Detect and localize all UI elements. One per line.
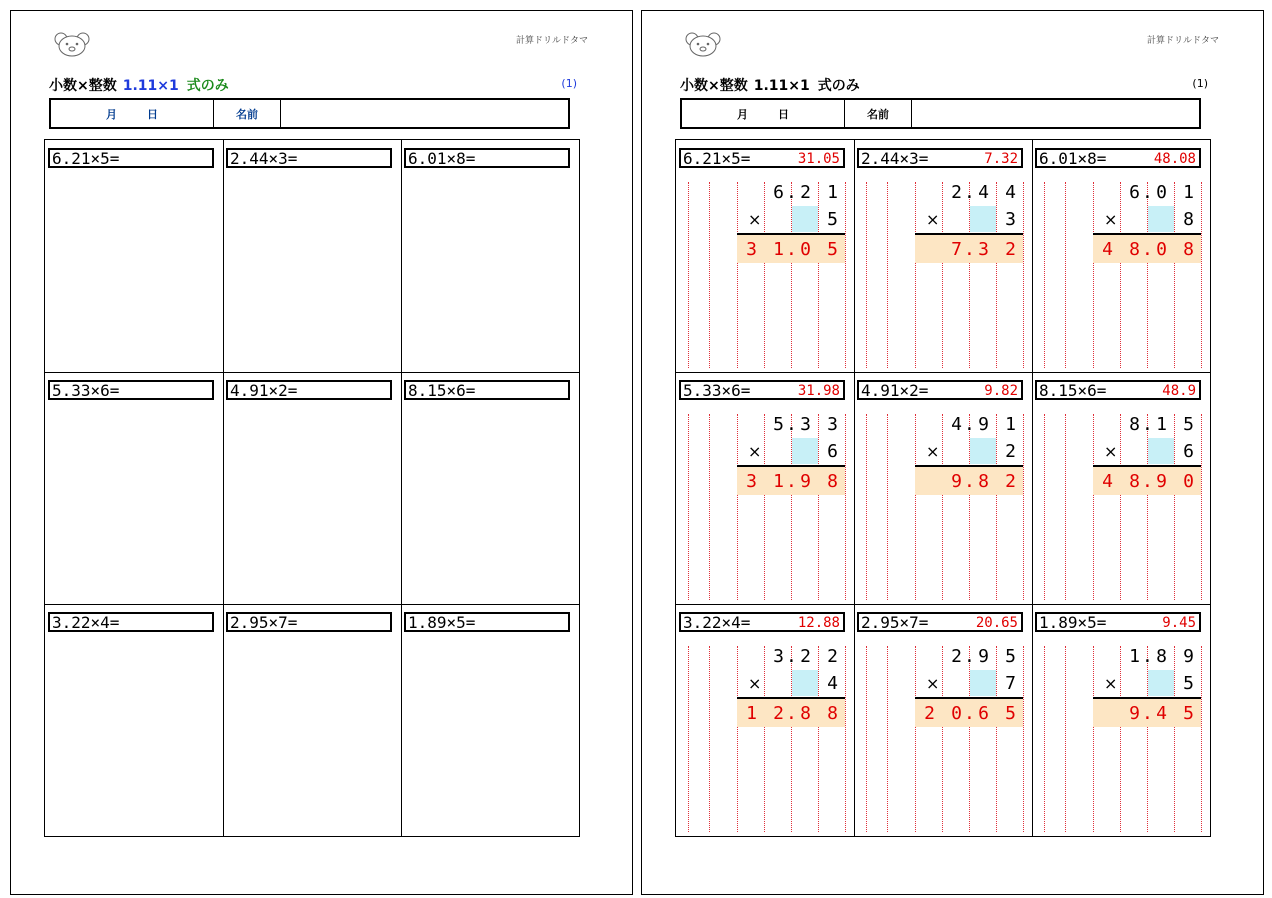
- multiplication-rule: [915, 465, 1023, 467]
- expression-box: [48, 380, 214, 400]
- column-guide-line: [915, 414, 916, 600]
- multiplier-tens-shade: [970, 206, 996, 232]
- column-guide-line: [737, 646, 738, 832]
- column-guide-line: [1120, 182, 1121, 368]
- expression-text: 6.01×8=: [1039, 149, 1107, 168]
- expression-box: [226, 148, 392, 168]
- multiplication-rule: [1093, 233, 1201, 235]
- multiply-sign: ×: [748, 210, 762, 229]
- expression-text: 1.89×5=: [408, 613, 476, 632]
- top-number-digit: 8: [1156, 645, 1167, 667]
- multiply-sign: ×: [748, 674, 762, 693]
- multiplier-digit: 5: [827, 208, 838, 230]
- expression-box: [679, 380, 845, 400]
- month-label: 月: [737, 107, 748, 121]
- problem-cell: [1032, 372, 1210, 604]
- column-guide-line: [1093, 414, 1094, 600]
- expression-box: [1035, 148, 1201, 168]
- multiplier-digit: 7: [1005, 672, 1016, 694]
- problem-cell: [676, 140, 854, 372]
- result-digit: 3: [978, 238, 989, 260]
- problem-cell: [45, 140, 223, 372]
- page-number: (1): [1192, 77, 1208, 90]
- multiplier-digit: 2: [1005, 440, 1016, 462]
- expression-text: 3.22×4=: [683, 613, 751, 632]
- multiplication-rule: [737, 697, 845, 699]
- top-number-digit: 2: [951, 645, 962, 667]
- result-digit: 8: [1183, 238, 1194, 260]
- result-digit: 8: [827, 702, 838, 724]
- expression-text: 2.95×7=: [230, 613, 298, 632]
- top-number-digit: 6: [773, 181, 784, 203]
- top-number-digit: 4: [978, 181, 989, 203]
- result-digit: 3: [746, 470, 757, 492]
- top-number-digit: 1: [1183, 181, 1194, 203]
- top-number-digit: 9: [1183, 645, 1194, 667]
- multiplier-tens-shade: [1148, 670, 1174, 696]
- top-number-decimal-point: .: [1142, 182, 1153, 203]
- top-number-digit: 1: [1005, 413, 1016, 435]
- top-number-digit: 2: [800, 181, 811, 203]
- top-number-decimal-point: .: [1142, 414, 1153, 435]
- column-guide-line: [866, 646, 867, 832]
- top-number-decimal-point: .: [964, 414, 975, 435]
- multiplier-digit: 8: [1183, 208, 1194, 230]
- expression-text: 6.21×5=: [52, 149, 120, 168]
- column-guide-line: [1065, 182, 1066, 368]
- top-number-decimal-point: .: [786, 646, 797, 667]
- result-digit: 1: [773, 470, 784, 492]
- column-guide-line: [866, 414, 867, 600]
- day-label: 日: [778, 107, 789, 121]
- expression-text: 2.44×3=: [230, 149, 298, 168]
- worksheet-page-problems: [10, 10, 633, 895]
- result-digit: 9: [800, 470, 811, 492]
- expression-box: [48, 148, 214, 168]
- day-label: 日: [147, 107, 158, 121]
- expression-box: [404, 612, 570, 632]
- expression-text: 6.21×5=: [683, 149, 751, 168]
- date-field[interactable]: [682, 100, 845, 127]
- title-main: 小数×整数: [49, 78, 117, 94]
- multiply-sign: ×: [1104, 674, 1118, 693]
- expression-box: [679, 612, 845, 632]
- answer-text: 9.45: [1162, 615, 1196, 631]
- result-digit: [916, 469, 943, 493]
- multiply-sign: ×: [926, 674, 940, 693]
- top-number-digit: 5: [1005, 645, 1016, 667]
- problem-cell: [45, 604, 223, 836]
- worksheet-title: [49, 75, 229, 95]
- column-guide-line: [1093, 182, 1094, 368]
- column-guide-line: [1044, 646, 1045, 832]
- result-digit: 8: [1129, 470, 1140, 492]
- result-digit: 6: [978, 702, 989, 724]
- result-digit: 7: [951, 238, 962, 260]
- column-guide-line: [915, 182, 916, 368]
- answer-text: 48.9: [1162, 383, 1196, 399]
- result-digit: 1: [773, 238, 784, 260]
- multiplier-tens-shade: [970, 670, 996, 696]
- result-digit: 2: [924, 702, 935, 724]
- column-guide-line: [709, 414, 710, 600]
- expression-box: [857, 380, 1023, 400]
- column-guide-line: [764, 414, 765, 600]
- worksheet-title: [680, 75, 860, 95]
- top-number-digit: 2: [800, 645, 811, 667]
- multiplication-rule: [1093, 697, 1201, 699]
- expression-box: [404, 148, 570, 168]
- multiplier-tens-shade: [1148, 438, 1174, 464]
- problem-cell: [45, 372, 223, 604]
- column-guide-line: [709, 646, 710, 832]
- problem-cell: [854, 140, 1032, 372]
- top-number-digit: 2: [827, 645, 838, 667]
- column-guide-line: [1044, 182, 1045, 368]
- problem-cell: [1032, 140, 1210, 372]
- problem-cell: [1032, 604, 1210, 836]
- multiplier-digit: 4: [827, 672, 838, 694]
- top-number-digit: 5: [1183, 413, 1194, 435]
- name-date-bar: [49, 98, 570, 129]
- top-number-digit: 8: [1129, 413, 1140, 435]
- column-guide-line: [688, 414, 689, 600]
- multiplier-digit: 5: [1183, 672, 1194, 694]
- multiplication-rule: [1093, 465, 1201, 467]
- problem-cell: [854, 372, 1032, 604]
- multiply-sign: ×: [1104, 442, 1118, 461]
- answer-text: 48.08: [1153, 151, 1196, 167]
- expression-text: 3.22×4=: [52, 613, 120, 632]
- answer-text: 12.88: [797, 615, 840, 631]
- answer-text: 9.82: [984, 383, 1018, 399]
- top-number-digit: 3: [827, 413, 838, 435]
- problem-cell: [854, 604, 1032, 836]
- problem-cell: [401, 140, 579, 372]
- top-number-digit: 3: [800, 413, 811, 435]
- result-decimal-point: .: [786, 703, 797, 724]
- column-guide-line: [942, 182, 943, 368]
- column-guide-line: [1044, 414, 1045, 600]
- column-guide-line: [737, 414, 738, 600]
- expression-text: 4.91×2=: [230, 381, 298, 400]
- problem-cell: [223, 140, 401, 372]
- column-guide-line: [866, 182, 867, 368]
- problem-cell: [676, 604, 854, 836]
- result-decimal-point: .: [964, 239, 975, 260]
- result-digit: 8: [1129, 238, 1140, 260]
- multiplier-digit: 3: [1005, 208, 1016, 230]
- column-guide-line: [887, 414, 888, 600]
- problem-grid: [44, 139, 580, 837]
- answer-text: 20.65: [975, 615, 1018, 631]
- expression-text: 8.15×6=: [408, 381, 476, 400]
- multiply-sign: ×: [926, 442, 940, 461]
- result-decimal-point: .: [1142, 471, 1153, 492]
- multiply-sign: ×: [1104, 210, 1118, 229]
- result-digit: 2: [1005, 470, 1016, 492]
- brand-label: 計算ドリルドタマ: [515, 36, 588, 46]
- result-digit: 5: [1005, 702, 1016, 724]
- column-guide-line: [764, 182, 765, 368]
- result-digit: 1: [746, 702, 757, 724]
- multiplier-tens-shade: [792, 438, 818, 464]
- name-label: 名前: [845, 100, 912, 127]
- title-suffix: 式のみ: [817, 78, 860, 94]
- result-digit: 8: [827, 470, 838, 492]
- result-digit: [1094, 701, 1121, 725]
- title-main: 小数×整数: [680, 78, 748, 94]
- expression-text: 4.91×2=: [861, 381, 929, 400]
- bear-logo-icon: [684, 31, 722, 57]
- result-digit: [916, 237, 943, 261]
- result-digit: 3: [746, 238, 757, 260]
- top-number-digit: 5: [773, 413, 784, 435]
- result-decimal-point: .: [786, 239, 797, 260]
- expression-text: 2.95×7=: [861, 613, 929, 632]
- result-digit: 4: [1102, 238, 1113, 260]
- expression-box: [226, 380, 392, 400]
- column-guide-line: [1120, 414, 1121, 600]
- name-date-bar: [680, 98, 1201, 129]
- result-digit: 5: [827, 238, 838, 260]
- result-digit: 8: [978, 470, 989, 492]
- result-digit: 2: [773, 702, 784, 724]
- result-digit: 2: [1005, 238, 1016, 260]
- result-digit: 4: [1102, 470, 1113, 492]
- result-digit: 5: [1183, 702, 1194, 724]
- page-number: (1): [561, 77, 577, 90]
- expression-box: [226, 612, 392, 632]
- multiplier-tens-shade: [792, 206, 818, 232]
- result-decimal-point: .: [1142, 239, 1153, 260]
- expression-box: [857, 148, 1023, 168]
- problem-cell: [223, 372, 401, 604]
- top-number-decimal-point: .: [786, 182, 797, 203]
- column-guide-line: [1065, 414, 1066, 600]
- top-number-digit: 0: [1156, 181, 1167, 203]
- top-number-digit: 4: [951, 413, 962, 435]
- multiplication-rule: [915, 697, 1023, 699]
- result-decimal-point: .: [964, 471, 975, 492]
- title-sub: 1.11×1: [753, 78, 810, 94]
- title-suffix: 式のみ: [186, 78, 229, 94]
- column-guide-line: [1120, 646, 1121, 832]
- top-number-digit: 9: [978, 645, 989, 667]
- top-number-decimal-point: .: [786, 414, 797, 435]
- result-digit: 4: [1156, 702, 1167, 724]
- top-number-decimal-point: .: [964, 646, 975, 667]
- answer-text: 31.98: [797, 383, 840, 399]
- multiplier-tens-shade: [970, 438, 996, 464]
- multiplication-rule: [737, 465, 845, 467]
- column-guide-line: [1065, 646, 1066, 832]
- result-digit: 9: [1129, 702, 1140, 724]
- column-guide-line: [942, 646, 943, 832]
- column-guide-line: [764, 646, 765, 832]
- column-guide-line: [709, 182, 710, 368]
- expression-box: [679, 148, 845, 168]
- top-number-digit: 2: [951, 181, 962, 203]
- date-field[interactable]: [51, 100, 214, 127]
- expression-text: 5.33×6=: [52, 381, 120, 400]
- top-number-digit: 4: [1005, 181, 1016, 203]
- column-guide-line: [887, 646, 888, 832]
- top-number-digit: 1: [827, 181, 838, 203]
- top-number-decimal-point: .: [964, 182, 975, 203]
- result-digit: 0: [1156, 238, 1167, 260]
- result-digit: 9: [1156, 470, 1167, 492]
- expression-text: 5.33×6=: [683, 381, 751, 400]
- multiply-sign: ×: [748, 442, 762, 461]
- result-digit: 0: [1183, 470, 1194, 492]
- top-number-decimal-point: .: [1142, 646, 1153, 667]
- column-guide-line: [1093, 646, 1094, 832]
- expression-text: 6.01×8=: [408, 149, 476, 168]
- expression-text: 8.15×6=: [1039, 381, 1107, 400]
- multiplier-digit: 6: [1183, 440, 1194, 462]
- answer-text: 31.05: [797, 151, 840, 167]
- result-decimal-point: .: [786, 471, 797, 492]
- problem-cell: [401, 372, 579, 604]
- expression-box: [404, 380, 570, 400]
- multiply-sign: ×: [926, 210, 940, 229]
- month-label: 月: [106, 107, 117, 121]
- multiplication-rule: [915, 233, 1023, 235]
- expression-text: 2.44×3=: [861, 149, 929, 168]
- answer-grid: [675, 139, 1211, 837]
- name-label: 名前: [214, 100, 281, 127]
- worksheet-page-answers: [641, 10, 1264, 895]
- title-sub: 1.11×1: [122, 78, 179, 94]
- top-number-digit: 9: [978, 413, 989, 435]
- column-guide-line: [915, 646, 916, 832]
- top-number-digit: 1: [1129, 645, 1140, 667]
- result-digit: 8: [800, 702, 811, 724]
- problem-cell: [401, 604, 579, 836]
- column-guide-line: [737, 182, 738, 368]
- result-digit: 0: [800, 238, 811, 260]
- column-guide-line: [688, 646, 689, 832]
- result-decimal-point: .: [1142, 703, 1153, 724]
- expression-text: 1.89×5=: [1039, 613, 1107, 632]
- expression-box: [1035, 612, 1201, 632]
- brand-label: 計算ドリルドタマ: [1146, 36, 1219, 46]
- answer-text: 7.32: [984, 151, 1018, 167]
- multiplier-digit: 6: [827, 440, 838, 462]
- column-guide-line: [942, 414, 943, 600]
- top-number-digit: 3: [773, 645, 784, 667]
- top-number-digit: 1: [1156, 413, 1167, 435]
- result-digit: 0: [951, 702, 962, 724]
- problem-cell: [223, 604, 401, 836]
- multiplier-tens-shade: [792, 670, 818, 696]
- problem-cell: [676, 372, 854, 604]
- result-decimal-point: .: [964, 703, 975, 724]
- result-digit: 9: [951, 470, 962, 492]
- multiplier-tens-shade: [1148, 206, 1174, 232]
- column-guide-line: [887, 182, 888, 368]
- expression-box: [48, 612, 214, 632]
- column-guide-line: [688, 182, 689, 368]
- bear-logo-icon: [53, 31, 91, 57]
- top-number-digit: 6: [1129, 181, 1140, 203]
- expression-box: [1035, 380, 1201, 400]
- multiplication-rule: [737, 233, 845, 235]
- expression-box: [857, 612, 1023, 632]
